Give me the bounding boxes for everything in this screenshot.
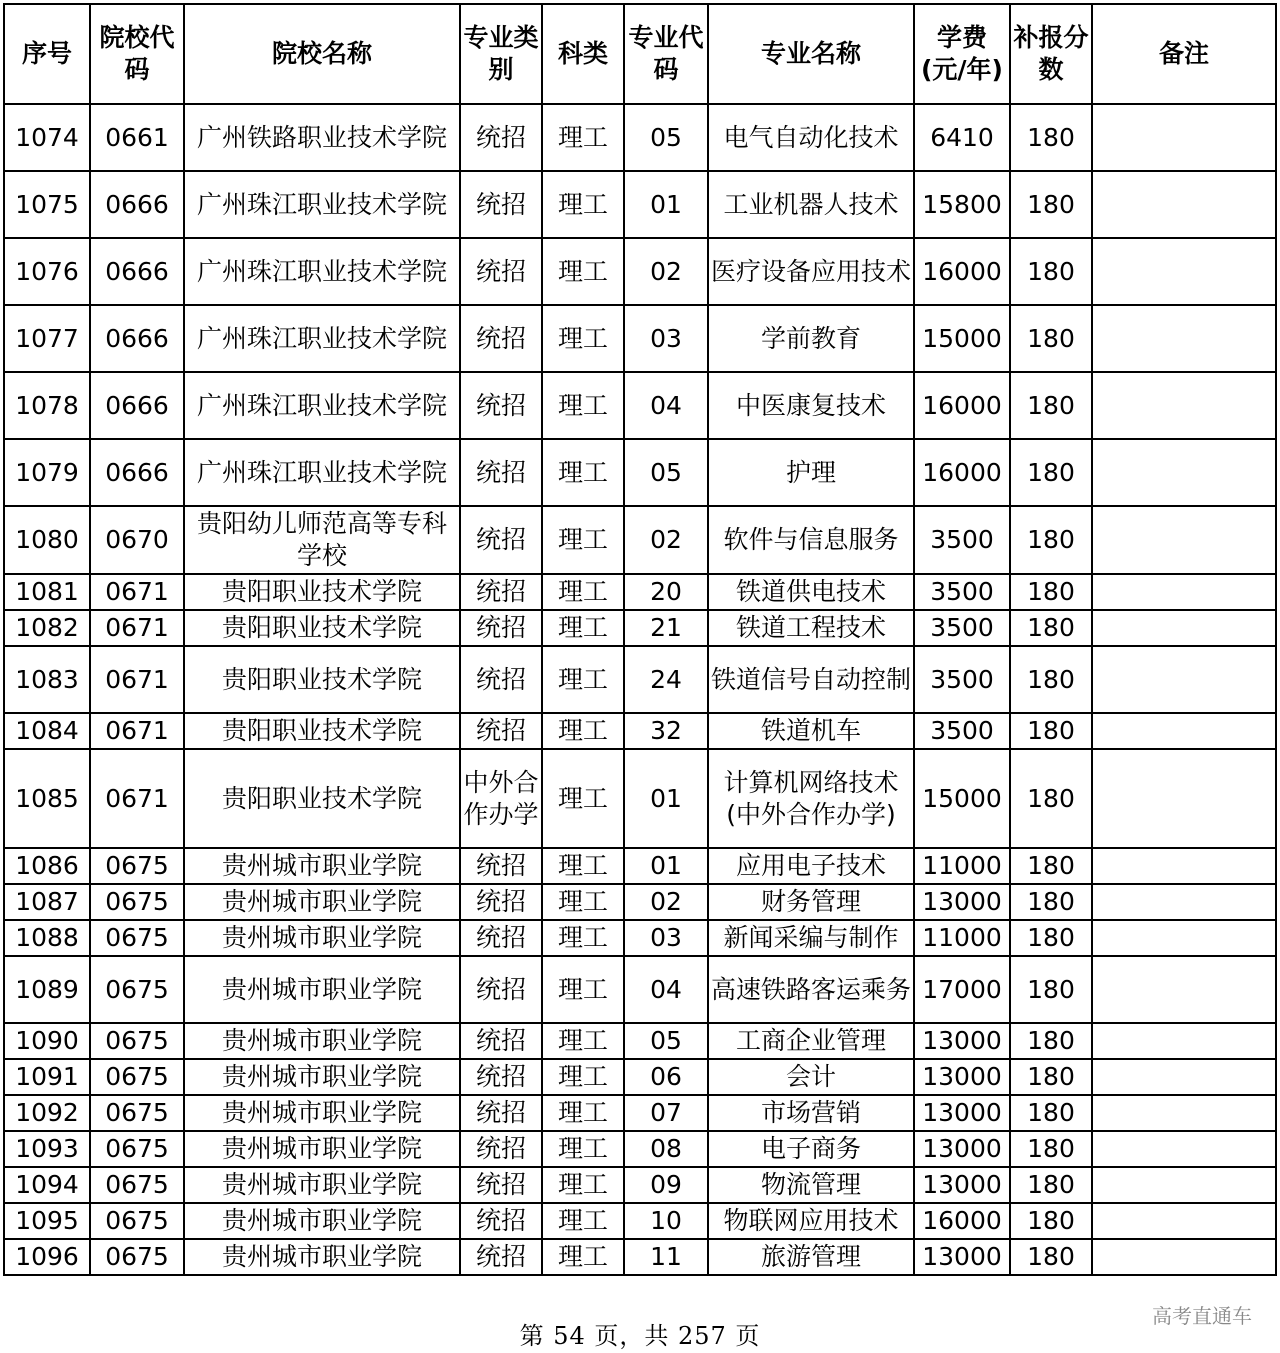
table-cell: 贵州城市职业学院 (184, 1095, 460, 1131)
table-cell (1092, 1095, 1276, 1131)
table-cell: 11 (624, 1239, 708, 1275)
table-row (4, 1131, 1276, 1167)
table-row (4, 1239, 1276, 1275)
table-cell: 统招 (460, 956, 542, 1023)
table-cell: 180 (1010, 171, 1092, 238)
table-cell: 02 (624, 238, 708, 305)
table-cell: 13000 (914, 1023, 1010, 1059)
table-cell: 理工 (542, 1203, 624, 1239)
table-row (4, 506, 1276, 574)
table-cell: 3500 (914, 713, 1010, 749)
header-cell: 院校名称 (184, 4, 460, 104)
table-cell: 贵阳职业技术学院 (184, 749, 460, 848)
table-cell: 统招 (460, 1095, 542, 1131)
table-cell: 学前教育 (708, 305, 914, 372)
table-cell (1092, 104, 1276, 171)
table-cell: 贵州城市职业学院 (184, 848, 460, 884)
table-cell: 统招 (460, 610, 542, 646)
header-cell: 学费(元/年) (914, 4, 1010, 104)
table-cell: 24 (624, 646, 708, 713)
table-cell: 统招 (460, 506, 542, 574)
table-cell: 工商企业管理 (708, 1023, 914, 1059)
table-cell: 180 (1010, 956, 1092, 1023)
table-cell: 02 (624, 884, 708, 920)
table-cell: 180 (1010, 848, 1092, 884)
table-cell: 理工 (542, 574, 624, 610)
table-cell: 1074 (4, 104, 90, 171)
table-row (4, 372, 1276, 439)
table-cell: 13000 (914, 1167, 1010, 1203)
table-cell: 铁道工程技术 (708, 610, 914, 646)
table-cell: 1087 (4, 884, 90, 920)
table-cell: 180 (1010, 372, 1092, 439)
table-cell: 理工 (542, 749, 624, 848)
table-cell (1092, 956, 1276, 1023)
table-cell: 0666 (90, 439, 184, 506)
table-cell: 05 (624, 439, 708, 506)
table-cell: 1093 (4, 1131, 90, 1167)
table-cell: 护理 (708, 439, 914, 506)
table-row (4, 920, 1276, 956)
table-cell: 统招 (460, 1167, 542, 1203)
table-row (4, 1095, 1276, 1131)
table-cell: 180 (1010, 104, 1092, 171)
table-cell: 21 (624, 610, 708, 646)
table-cell: 04 (624, 956, 708, 1023)
table-cell: 理工 (542, 439, 624, 506)
table-cell: 0666 (90, 238, 184, 305)
table-cell (1092, 646, 1276, 713)
table-cell: 贵州城市职业学院 (184, 1203, 460, 1239)
table-cell: 1096 (4, 1239, 90, 1275)
table-cell: 180 (1010, 1239, 1092, 1275)
table-cell: 贵州城市职业学院 (184, 1131, 460, 1167)
table-cell: 1089 (4, 956, 90, 1023)
table-cell: 理工 (542, 884, 624, 920)
table-cell: 统招 (460, 574, 542, 610)
table-cell: 180 (1010, 238, 1092, 305)
table-cell: 理工 (542, 713, 624, 749)
table-cell: 180 (1010, 749, 1092, 848)
table-cell: 统招 (460, 646, 542, 713)
table-cell: 15000 (914, 749, 1010, 848)
table-cell: 3500 (914, 610, 1010, 646)
table-cell: 贵阳职业技术学院 (184, 713, 460, 749)
table-cell: 1086 (4, 848, 90, 884)
table-cell: 统招 (460, 171, 542, 238)
table-cell: 1090 (4, 1023, 90, 1059)
table-cell: 15800 (914, 171, 1010, 238)
table-cell: 广州珠江职业技术学院 (184, 305, 460, 372)
table-cell: 13000 (914, 1239, 1010, 1275)
table-cell: 理工 (542, 506, 624, 574)
table-row (4, 1023, 1276, 1059)
table-cell: 1092 (4, 1095, 90, 1131)
table-cell: 0675 (90, 884, 184, 920)
table-cell (1092, 574, 1276, 610)
table-cell: 贵州城市职业学院 (184, 920, 460, 956)
table-cell: 0675 (90, 956, 184, 1023)
table-cell: 贵州城市职业学院 (184, 1239, 460, 1275)
table-row (4, 238, 1276, 305)
table-cell: 市场营销 (708, 1095, 914, 1131)
table-cell: 财务管理 (708, 884, 914, 920)
table-cell: 理工 (542, 956, 624, 1023)
table-cell: 0670 (90, 506, 184, 574)
table-cell: 理工 (542, 171, 624, 238)
table-cell: 13000 (914, 1059, 1010, 1095)
table-cell: 180 (1010, 713, 1092, 749)
table-cell: 软件与信息服务 (708, 506, 914, 574)
header-cell: 院校代码 (90, 4, 184, 104)
table-cell (1092, 1131, 1276, 1167)
table-cell: 180 (1010, 884, 1092, 920)
table-cell: 统招 (460, 713, 542, 749)
table-cell: 08 (624, 1131, 708, 1167)
table-cell (1092, 1167, 1276, 1203)
table-cell: 铁道机车 (708, 713, 914, 749)
table-cell (1092, 305, 1276, 372)
table-cell: 13000 (914, 884, 1010, 920)
page-number: 第 54 页，共 257 页 (519, 1322, 761, 1350)
table-cell (1092, 610, 1276, 646)
table-cell: 0671 (90, 713, 184, 749)
table-cell: 0675 (90, 1023, 184, 1059)
table-cell: 0661 (90, 104, 184, 171)
table-cell: 贵州城市职业学院 (184, 1167, 460, 1203)
table-cell: 统招 (460, 848, 542, 884)
table-cell: 旅游管理 (708, 1239, 914, 1275)
table-cell: 11000 (914, 848, 1010, 884)
table-cell: 180 (1010, 574, 1092, 610)
table-cell: 0666 (90, 305, 184, 372)
table-cell: 180 (1010, 506, 1092, 574)
table-cell: 理工 (542, 238, 624, 305)
table-cell: 0666 (90, 372, 184, 439)
table-cell: 1095 (4, 1203, 90, 1239)
table-cell: 物流管理 (708, 1167, 914, 1203)
table-cell (1092, 848, 1276, 884)
table-row (4, 305, 1276, 372)
table-cell: 统招 (460, 372, 542, 439)
table-cell: 1075 (4, 171, 90, 238)
header-cell: 专业名称 (708, 4, 914, 104)
table-cell: 铁道供电技术 (708, 574, 914, 610)
table-cell: 贵州城市职业学院 (184, 884, 460, 920)
table-cell: 0671 (90, 574, 184, 610)
header-cell: 专业类别 (460, 4, 542, 104)
table-cell: 16000 (914, 372, 1010, 439)
table-cell: 0675 (90, 1239, 184, 1275)
table-cell (1092, 1059, 1276, 1095)
table-cell: 0675 (90, 1131, 184, 1167)
header-row (4, 4, 1276, 104)
table-row (4, 1167, 1276, 1203)
table-cell (1092, 238, 1276, 305)
table-cell: 广州珠江职业技术学院 (184, 372, 460, 439)
table-row (4, 646, 1276, 713)
table-cell: 180 (1010, 1167, 1092, 1203)
admission-table (3, 3, 1277, 1276)
table-cell: 贵州城市职业学院 (184, 956, 460, 1023)
table-cell: 广州珠江职业技术学院 (184, 171, 460, 238)
table-cell (1092, 1239, 1276, 1275)
table-cell: 01 (624, 171, 708, 238)
table-cell: 02 (624, 506, 708, 574)
table-cell: 1078 (4, 372, 90, 439)
table-cell: 物联网应用技术 (708, 1203, 914, 1239)
table-cell: 理工 (542, 1023, 624, 1059)
table-cell: 180 (1010, 920, 1092, 956)
table-cell: 180 (1010, 1131, 1092, 1167)
table-cell: 0666 (90, 171, 184, 238)
table-cell: 工业机器人技术 (708, 171, 914, 238)
table-cell: 广州铁路职业技术学院 (184, 104, 460, 171)
table-cell: 01 (624, 749, 708, 848)
table-cell: 统招 (460, 1023, 542, 1059)
table-cell: 统招 (460, 104, 542, 171)
table-cell: 理工 (542, 305, 624, 372)
table-cell: 03 (624, 305, 708, 372)
table-cell: 32 (624, 713, 708, 749)
table-row (4, 713, 1276, 749)
table-cell: 07 (624, 1095, 708, 1131)
table-cell (1092, 713, 1276, 749)
table-cell: 计算机网络技术(中外合作办学) (708, 749, 914, 848)
table-cell: 1081 (4, 574, 90, 610)
table-cell: 0675 (90, 1167, 184, 1203)
table-cell: 统招 (460, 884, 542, 920)
table-cell: 10 (624, 1203, 708, 1239)
table-cell (1092, 884, 1276, 920)
table-cell: 1091 (4, 1059, 90, 1095)
header-cell: 序号 (4, 4, 90, 104)
table-row (4, 749, 1276, 848)
table-row (4, 574, 1276, 610)
table-cell: 理工 (542, 848, 624, 884)
table-cell: 04 (624, 372, 708, 439)
table-cell (1092, 749, 1276, 848)
table-cell: 180 (1010, 610, 1092, 646)
table-cell: 贵阳职业技术学院 (184, 610, 460, 646)
table-cell: 统招 (460, 920, 542, 956)
header-cell: 专业代码 (624, 4, 708, 104)
table-cell: 广州珠江职业技术学院 (184, 238, 460, 305)
table-cell: 180 (1010, 305, 1092, 372)
table-cell: 理工 (542, 920, 624, 956)
table-cell: 高速铁路客运乘务 (708, 956, 914, 1023)
table-cell: 3500 (914, 646, 1010, 713)
table-cell: 16000 (914, 1203, 1010, 1239)
table-cell: 1080 (4, 506, 90, 574)
table-cell: 电气自动化技术 (708, 104, 914, 171)
table-cell: 新闻采编与制作 (708, 920, 914, 956)
table-cell: 6410 (914, 104, 1010, 171)
table-cell: 1076 (4, 238, 90, 305)
table-cell: 0675 (90, 1203, 184, 1239)
header-cell: 补报分数 (1010, 4, 1092, 104)
table-row (4, 171, 1276, 238)
table-cell: 1094 (4, 1167, 90, 1203)
table-cell: 医疗设备应用技术 (708, 238, 914, 305)
table-cell (1092, 1023, 1276, 1059)
table-cell: 统招 (460, 1131, 542, 1167)
table-cell: 统招 (460, 238, 542, 305)
table-cell: 理工 (542, 1239, 624, 1275)
table-cell: 06 (624, 1059, 708, 1095)
table-cell: 180 (1010, 1059, 1092, 1095)
table-cell (1092, 506, 1276, 574)
table-cell: 贵阳幼儿师范高等专科学校 (184, 506, 460, 574)
table-cell: 1077 (4, 305, 90, 372)
table-row (4, 610, 1276, 646)
table-cell (1092, 171, 1276, 238)
table-cell (1092, 1203, 1276, 1239)
table-cell: 统招 (460, 1059, 542, 1095)
table-cell: 统招 (460, 1239, 542, 1275)
table-cell: 05 (624, 1023, 708, 1059)
table-cell: 01 (624, 848, 708, 884)
table-cell: 180 (1010, 1095, 1092, 1131)
table-cell: 03 (624, 920, 708, 956)
table-cell (1092, 439, 1276, 506)
table-cell: 贵阳职业技术学院 (184, 646, 460, 713)
header-cell: 备注 (1092, 4, 1276, 104)
table-cell: 贵阳职业技术学院 (184, 574, 460, 610)
table-cell: 统招 (460, 305, 542, 372)
table-row (4, 956, 1276, 1023)
table-cell: 180 (1010, 1023, 1092, 1059)
table-cell: 1082 (4, 610, 90, 646)
watermark-text: 高考直通车 (1152, 1304, 1252, 1328)
table-cell: 贵州城市职业学院 (184, 1059, 460, 1095)
table-cell: 0675 (90, 1095, 184, 1131)
table-cell: 16000 (914, 238, 1010, 305)
table-cell: 理工 (542, 1167, 624, 1203)
table-cell: 理工 (542, 372, 624, 439)
table-cell: 0671 (90, 749, 184, 848)
table-cell: 05 (624, 104, 708, 171)
table-cell: 理工 (542, 610, 624, 646)
table-cell: 理工 (542, 1131, 624, 1167)
table-cell: 0671 (90, 646, 184, 713)
table-cell: 会计 (708, 1059, 914, 1095)
table-cell: 统招 (460, 439, 542, 506)
header-cell: 科类 (542, 4, 624, 104)
table-body (4, 104, 1276, 1275)
table-cell: 贵州城市职业学院 (184, 1023, 460, 1059)
table-cell: 理工 (542, 1059, 624, 1095)
table-cell: 铁道信号自动控制 (708, 646, 914, 713)
table-row (4, 439, 1276, 506)
table-cell: 11000 (914, 920, 1010, 956)
table-cell: 09 (624, 1167, 708, 1203)
table-cell: 电子商务 (708, 1131, 914, 1167)
table-cell: 3500 (914, 574, 1010, 610)
table-cell: 统招 (460, 1203, 542, 1239)
table-cell: 应用电子技术 (708, 848, 914, 884)
table-cell: 1085 (4, 749, 90, 848)
table-row (4, 104, 1276, 171)
table-cell (1092, 372, 1276, 439)
table-cell: 17000 (914, 956, 1010, 1023)
table-row (4, 848, 1276, 884)
table-cell: 1084 (4, 713, 90, 749)
table-cell: 20 (624, 574, 708, 610)
table-cell: 13000 (914, 1095, 1010, 1131)
table-cell: 16000 (914, 439, 1010, 506)
table-cell: 中外合作办学 (460, 749, 542, 848)
table-cell (1092, 920, 1276, 956)
table-cell: 180 (1010, 646, 1092, 713)
table-cell: 广州珠江职业技术学院 (184, 439, 460, 506)
table-cell: 理工 (542, 646, 624, 713)
table-cell: 180 (1010, 439, 1092, 506)
table-cell: 1083 (4, 646, 90, 713)
table-cell: 0671 (90, 610, 184, 646)
table-row (4, 1059, 1276, 1095)
table-row (4, 1203, 1276, 1239)
table-cell: 180 (1010, 1203, 1092, 1239)
table-cell: 3500 (914, 506, 1010, 574)
table-cell: 0675 (90, 920, 184, 956)
table-cell: 0675 (90, 1059, 184, 1095)
table-cell: 1088 (4, 920, 90, 956)
table-cell: 1079 (4, 439, 90, 506)
table-cell: 理工 (542, 1095, 624, 1131)
table-cell: 中医康复技术 (708, 372, 914, 439)
table-cell: 13000 (914, 1131, 1010, 1167)
table-cell: 15000 (914, 305, 1010, 372)
table-row (4, 884, 1276, 920)
table-cell: 理工 (542, 104, 624, 171)
table-cell: 0675 (90, 848, 184, 884)
